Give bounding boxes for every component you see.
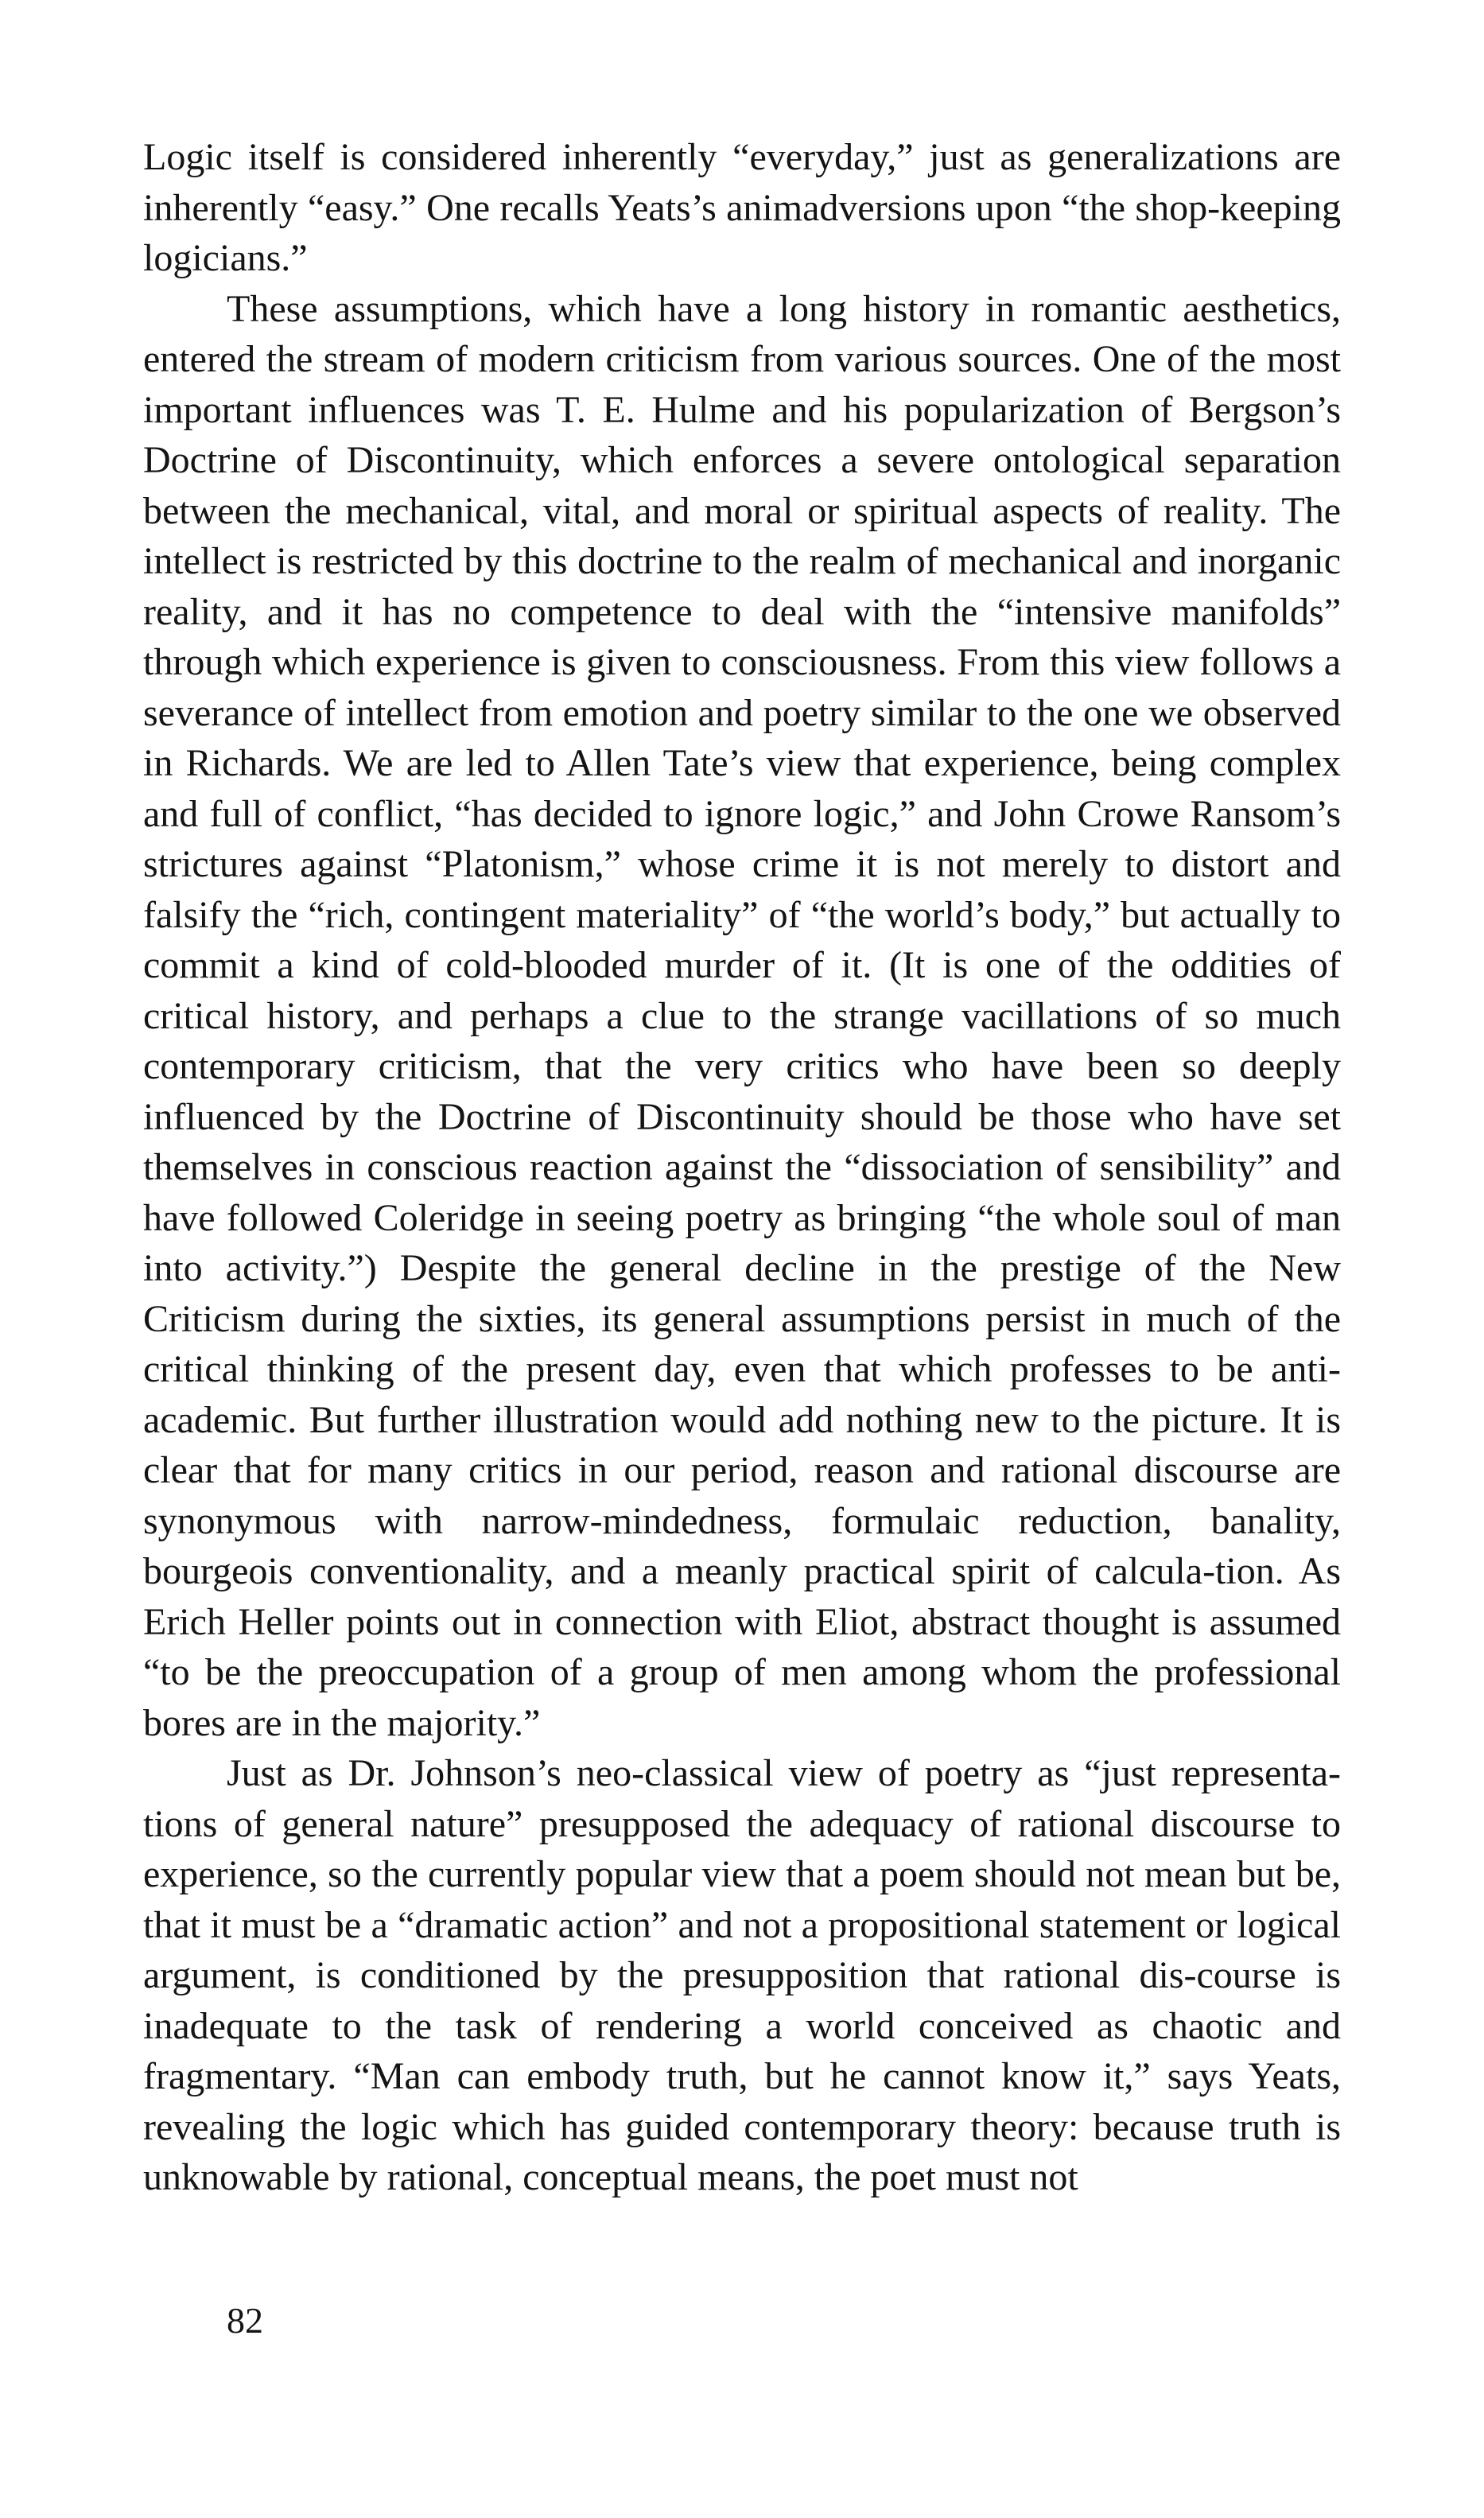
body-text bbox=[143, 132, 1341, 2203]
page-number: 82 bbox=[227, 2300, 263, 2341]
paragraph-1: Logic itself is considered inherently “everyday,” just as generalizations are inherently “easy.” One recalls Yeats’s animadversions upon “the shop-keeping logicians.” bbox=[143, 136, 1341, 279]
paragraph-2: These assumptions, which have a long history in romantic aesthetics, entered the stream of modern criticism from various sources. One of the most important influences was T. E. Hulme and his popularization of Bergson’s Doctrine of Discontinuity, which enforces a severe ontological separation between the mechanical, vital, and moral or spiritual aspects of reality. The intellect is restricted by this doctrine to the realm of mechanical and inorganic reality, and it has no competence to deal with the “intensive manifolds” through which experience is given to consciousness. From this view follows a severance of intellect from emotion and poetry similar to the one we observed in Richards. We are led to Allen Tate’s view that experience, being complex and full of conflict, “has decided to ignore logic,” and John Crowe Ransom’s strictures against “Platonism,” whose crime it is not merely to distort and falsify the “rich, contingent materiality” of “the world’s body,” but actually to commit a kind of cold-blooded murder of it. (It is one of the oddities of critical history, and perhaps a clue to the strange vacillations of so much contemporary criticism, that the very critics who have been so deeply influenced by the Doctrine of Discontinuity should be those who have set themselves in conscious reaction against the “dissociation of sensibility” and have followed Coleridge in seeing poetry as bringing “the whole soul of man into activity.”) Despite the general decline in the prestige of the New Criticism during the sixties, its general assumptions persist in much of the critical thinking of the present day, even that which professes to be anti-academic. But further illustration would add nothing new to the picture. It is clear that for many critics in our period, reason and rational discourse are synonymous with narrow-mindedness, formulaic reduction, banality, bourgeois conventionality, and a meanly practical spirit of calcula-tion. As Erich Heller points out in connection with Eliot, abstract thought is assumed “to be the preoccupation of a group of men among whom the professional bores are in the majority.” bbox=[143, 287, 1341, 1744]
paragraph-3: Just as Dr. Johnson’s neo-classical view of poetry as “just representa-tions of general nature” presupposed the adequacy of rational discourse to experience, so the currently popular view that a poem should not mean but be, that it must be a “dramatic action” and not a propositional statement or logical argument, is conditioned by the presupposition that rational dis-course is inadequate to the task of rendering a world conceived as chaotic and fragmentary. “Man can embody truth, but he cannot know it,” says Yeats, revealing the logic which has guided contemporary theory: because truth is unknowable by rational, conceptual means, the poet must not bbox=[143, 1752, 1341, 2198]
